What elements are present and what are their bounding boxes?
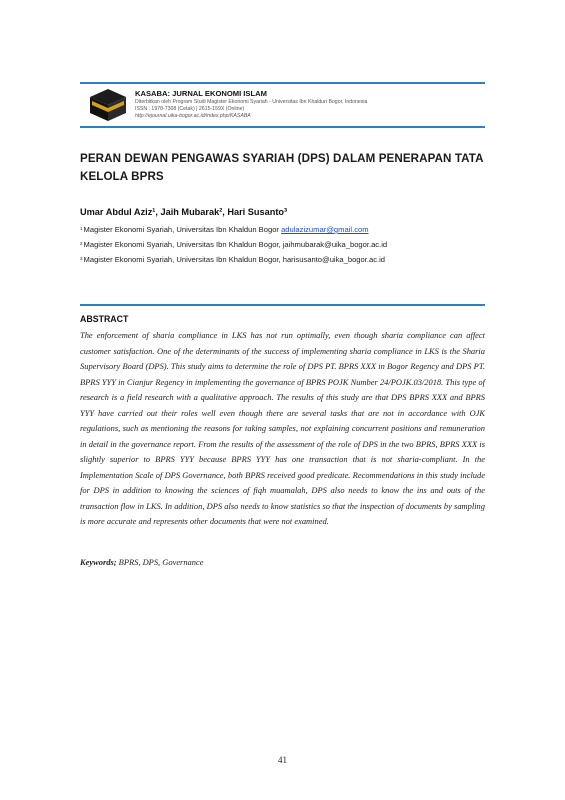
affiliation-text: Magister Ekonomi Syariah, Universitas Ibn Khaldun Bogor, jaihmubarak@uika_bogor.ac.id <box>83 240 388 249</box>
keywords-line <box>80 557 204 567</box>
header-top-rule <box>80 82 485 84</box>
author-email-link[interactable]: adulazizumar@gmail.com <box>281 225 369 234</box>
affiliation-marker: 3 <box>80 256 83 261</box>
journal-title: KASABA: JURNAL EKONOMI ISLAM <box>135 89 267 98</box>
journal-publisher: Diterbitkan oleh Program Studi Magister Ekonomi Syariah - Universitas Ibn Khaldun Bogor, Indonesia <box>135 99 368 105</box>
abstract-top-rule <box>80 304 485 306</box>
kaaba-logo-icon <box>88 87 128 123</box>
abstract-heading: ABSTRACT <box>80 314 129 324</box>
affiliation-1 <box>80 225 369 234</box>
journal-header <box>135 89 485 120</box>
journal-issn: ISSN : 1978-7308 (Cetak) | 2615-159X (Online) <box>135 106 245 112</box>
abstract-body: The enforcement of sharia compliance in LKS has not run optimally, even though sharia compliance can affect customer satisfaction. One of the determinants of the success of implementing sharia compliance in LKS is the Sharia Supervisory Board (DPS). This study aims to determine the role of DPS PT. BPRS XXX in Bogor Regency and DPS PT. BPRS YYY in Cianjur Regency in implementing the governance of BPRS POJK Number 24/POJK.03/2018. This type of research is a field research with a qualitative approach. The results of this study are that DPS BPRS XXX and BPRS YYY have carried out their roles well even though there are several tasks that are not in accordance with OJK regulations, such as mentioning the reasons for taking samples, not explaining concurrent positions and remuneration in detail in the governance report. From the results of the assessment of the role of DPS in the two BPRS, BPRS XXX is slightly superior to BPRS YYY because BPRS YYY has one transaction that is not sharia-compliant. In the Implementation Scale of DPS Governance, both BPRS received good predicate. Recommendations in this study include for DPS in addition to knowing the sciences of fiqh muamalah, DPS also needs to know the ins and outs of the transaction flow in LKS. In addition, DPS also needs to know statistics so that the inspection of documents by sampling is more accurate and represents other documents that were not examined. <box>80 330 485 526</box>
journal-url[interactable]: http://ejournal.uika-bogor.ac.id/index.php/KASABA <box>135 113 251 119</box>
affiliation-2 <box>80 240 387 249</box>
affiliation-text: Magister Ekonomi Syariah, Universitas Ibn Khaldun Bogor <box>83 225 282 234</box>
affiliation-text: Magister Ekonomi Syariah, Universitas Ibn Khaldun Bogor, harisusanto@uika_bogor.ac.id <box>83 255 386 264</box>
keywords-label: Keywords; <box>80 557 117 567</box>
header-bottom-rule <box>80 126 485 128</box>
affiliation-marker: 2 <box>80 241 83 246</box>
affiliation-3 <box>80 255 385 264</box>
author-list: Umar Abdul Aziz¹, Jaih Mubarak², Hari Susanto³ <box>80 207 288 217</box>
affiliation-marker: 1 <box>80 226 83 231</box>
article-title: PERAN DEWAN PENGAWAS SYARIAH (DPS) DALAM PENERAPAN TATA KELOLA BPRS <box>80 152 484 183</box>
page-number: 41 <box>278 755 287 765</box>
keywords-value: BPRS, DPS, Governance <box>116 557 204 567</box>
